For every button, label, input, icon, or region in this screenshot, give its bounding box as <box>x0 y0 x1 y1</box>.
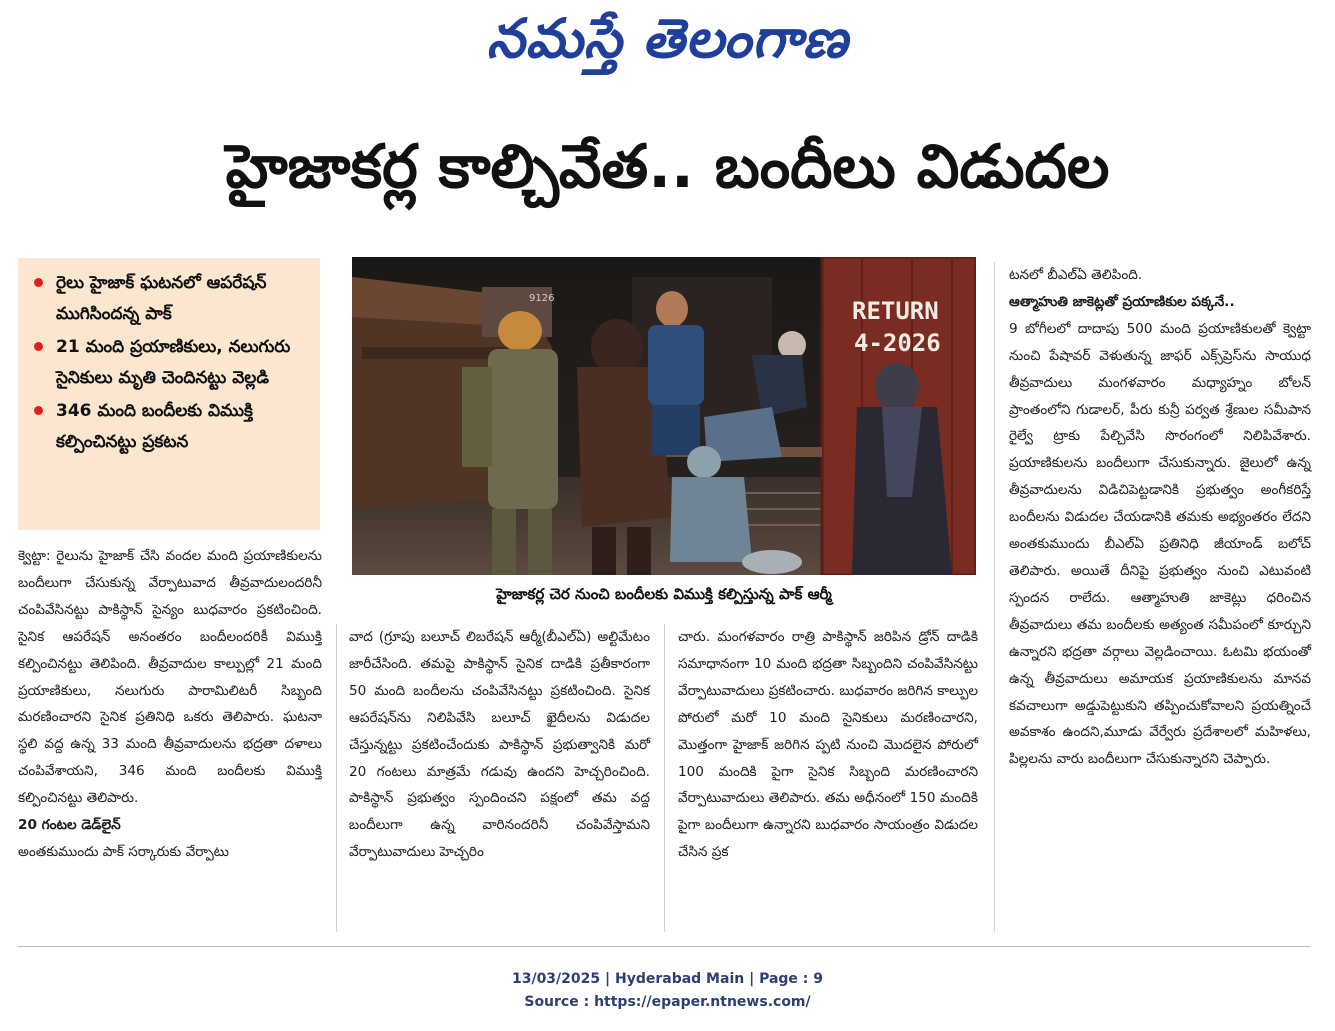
article-paragraph: క్వెట్టా: రైలును హైజాక్ చేసి వందల మంది ప్రయాణికులను బందీలుగా చేసుకున్న వేర్పాటువాద తీవ్రవాదులందరినీ చంపివేసినట్టు పాకిస్థాన్ సైన్యం బుధవారం ప్రకటించింది. సైనిక ఆపరేషన్ అనంతరం బందీలందరికీ విముక్తి కల్పించినట్టు తెలిపింది. తీవ్రవాదుల కాల్పుల్లో 21 మంది ప్రయాణికులు, నలుగురు పారామిలిటరీ సిబ్బంది మరణించారని సైనిక ప్రతినిధి ఒకరు తెలిపారు. ఘటనా స్థలి వద్ద ఉన్న 33 మంది తీవ్రవాదులను భద్రతా దళాలు చంపివేశాయని, 346 మంది బందీలకు విముక్తి కల్పించినట్టు తెలిపారు. <box>18 548 322 807</box>
article-paragraph: 9 బోగీలలో దాదాపు 500 మంది ప్రయాణికులతో క్వెట్టా నుంచి పేషావర్ వెళుతున్న జాఫర్ ఎక్స్‌ప్రెస్‌ను సాయుధ తీవ్రవాదులు మంగళవారం మధ్యాహ్నం బోలన్ ప్రాంతంలోని గుడాలర్, పీరు కున్రీ పర్వత శ్రేణుల సమీపాన రైల్వే ట్రాకు పేల్చివేసి సొరంగంలో నిలిపివేశారు. ప్రయాణికులను బందీలుగా చేసుకున్నారు. జైలులో ఉన్న తీవ్రవాదులను విడిచిపెట్టడానికి ప్రభుత్వం అంగీకరిస్తే బందీలను విడుదల చేయడానికి తమకు అభ్యంతరం లేదని అంతకుముందు బీఎల్ఏ ప్రతినిధి జీయాండ్ బలోచ్ తెలిపారు. అయితే దీనిపై ప్రభుత్వం నుంచి ఎటువంటి స్పందన రాలేదు. ఆత్మాహుతి జాకెట్లు ధరించిన తీవ్రవాదులు తమ బందీలకు అత్యంత సమీపంలో కూర్చుని ఉన్నారని భద్రతా వర్గాలు వెల్లడించాయి. ఓటమి భయంతో ఉన్న తీవ్రవాదులు అమాయక ప్రయాణికులను మానవ కవచాలుగా అడ్డుపెట్టుకుని తప్పించుకోవాలని ప్రయత్నించే అవకాశం ఉందని,మూడు వేర్వేరు ప్రదేశాలలో మహిళలు, పిల్లలను వారు బందీలుగా చేసుకున్నారని చెప్పారు. <box>1009 320 1311 768</box>
highlight-item <box>32 396 310 458</box>
highlight-text: 21 మంది ప్రయాణికులు, నలుగురు సైనికులు మృతి చెందినట్టు వెల్లడి <box>56 337 291 388</box>
footer-rule <box>18 946 1310 947</box>
article-column-4 <box>1009 262 1311 773</box>
bullet-icon <box>34 406 43 415</box>
highlights-box <box>18 258 320 530</box>
column-divider <box>994 262 995 932</box>
article-column-3 <box>678 624 978 866</box>
headline: హైజాకర్ల కాల్చివేత.. బందీలు విడుదల <box>225 132 1110 202</box>
bullet-icon <box>34 342 43 351</box>
article-paragraph: చారు. మంగళవారం రాత్రి పాకిస్థాన్ జరిపిన డ్రోన్ దాడికి సమాధానంగా 10 మంది భద్రతా సిబ్బందిని చంపివేసినట్టు వేర్పాటువాదులు ప్రకటించారు. బుధవారం జరిగిన కాల్పుల పోరులో మరో 10 మంది సైనికులు మరణించారని, మొత్తంగా హైజాక్ జరిగిన ప్పటి నుంచి మొదలైన పోరులో 100 మందికి పైగా సైనిక సిబ్బంది మరణించారని వేర్పాటువాదులు తెలిపారు. తమ అధీనంలో 150 మందికి పైగా బందీలుగా ఉన్నారని బుధవారం సాయంత్రం విడుదల చేసిన ప్రక <box>678 629 978 861</box>
subheading: ఆత్మాహుతి జాకెట్లతో ప్రయాణికుల పక్కనే.. <box>1009 293 1235 310</box>
wagon-label: RETURN <box>852 297 939 325</box>
article-column-1 <box>18 543 322 866</box>
article-paragraph: టనలో బీఎల్ఏ తెలిపింది. <box>1009 267 1143 283</box>
footer-source: Source : https://epaper.ntnews.com/ <box>524 994 811 1010</box>
newspaper-masthead: నమస్తే తెలంగాణ <box>486 7 849 70</box>
bullet-icon <box>34 278 43 287</box>
highlight-item <box>32 268 310 330</box>
highlight-item <box>32 332 310 394</box>
footer-date-edition: 13/03/2025 | Hyderabad Main | Page : 9 <box>511 971 824 987</box>
subheading: 20 గంటల డెడ్‌లైన్ <box>18 817 121 834</box>
column-divider <box>664 624 665 932</box>
column-divider <box>336 624 337 932</box>
highlight-text: రైలు హైజాక్ ఘటనలో ఆపరేషన్ ముగిసిందన్న పాక్ <box>56 273 267 324</box>
article-column-2 <box>349 624 650 866</box>
svg-text:9126: 9126 <box>529 293 555 304</box>
article-paragraph: వాద (గ్రూపు బలూచ్ లిబరేషన్ ఆర్మీ(బీఎల్ఏ) అల్టిమేటం జారీచేసింది. తమపై పాకిస్థాన్ సైనిక దాడికి ప్రతీకారంగా 50 మంది బందీలను చంపివేసినట్టు ప్రకటించింది. సైనిక ఆపరేషన్‌ను నిలిపివేసి బలూచ్ ఖైదీలను విడుదల చేస్తున్నట్టు ప్రకటించేందుకు పాకిస్థాన్ ప్రభుత్వానికి మరో 20 గంటలు మాత్రమే గడువు ఉందని హెచ్చరించింది. పాకిస్థాన్ ప్రభుత్వం స్పందించని పక్షంలో తమ వద్ద బందీలుగా ఉన్న వారినందరినీ చంపివేస్తామని వేర్పాటువాదులు హెచ్చరిం <box>349 629 650 861</box>
wagon-number: 4-2026 <box>854 329 941 357</box>
highlight-text: 346 మంది బందీలకు విముక్తి కల్పించినట్టు ప్రకటన <box>56 401 253 452</box>
photo-caption: హైజాకర్ల చెర నుంచి బందీలకు విముక్తి కల్పిస్తున్న పాక్ ఆర్మీ <box>496 585 832 603</box>
article-paragraph: అంతకుముందు పాక్ సర్కారుకు వేర్పాటు <box>18 843 229 860</box>
news-photo <box>352 257 976 575</box>
